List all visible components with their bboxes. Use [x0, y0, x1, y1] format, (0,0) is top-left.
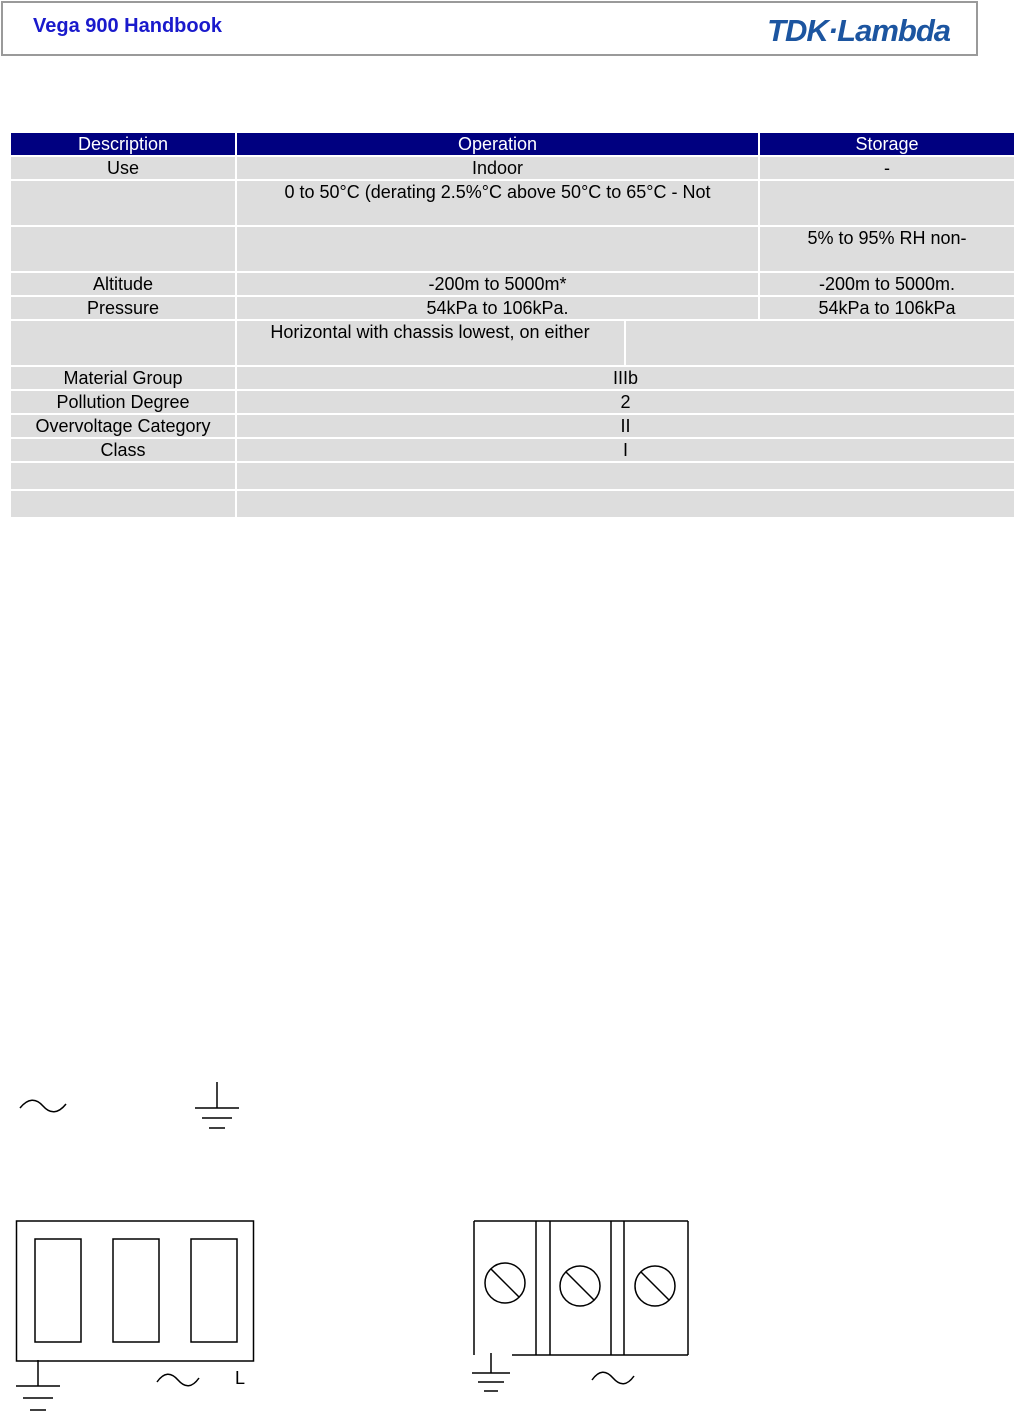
cell-storage [759, 180, 1015, 226]
inlet-pin-earth [35, 1239, 81, 1342]
column-header-description: Description [10, 132, 236, 156]
cell-description [10, 320, 236, 366]
terminal-screw-earth [485, 1263, 525, 1303]
table-header-row [10, 132, 1015, 156]
iec-inlet-diagram [15, 1218, 257, 1363]
cell-description: Pressure [10, 296, 236, 320]
terminal-screw-live [635, 1266, 675, 1306]
cell-description: Material Group [10, 366, 236, 390]
cell-value: II [236, 414, 1015, 438]
cell-description: Altitude [10, 272, 236, 296]
table-row [10, 414, 1015, 438]
cell-description: Overvoltage Category [10, 414, 236, 438]
environmental-spec-table [9, 131, 1015, 519]
cell-operation: -200m to 5000m* [236, 272, 759, 296]
cell-storage: 5% to 95% RH non- [759, 226, 1015, 272]
inlet-pin-neutral [113, 1239, 159, 1342]
column-header-operation: Operation [236, 132, 759, 156]
inlet-body [17, 1221, 254, 1361]
cell-operation-storage [236, 320, 1015, 366]
live-label: L [235, 1368, 246, 1388]
cell-value: IIIb [236, 366, 1015, 390]
terminal-screw-neutral [560, 1266, 600, 1306]
ac-tilde-icon [155, 1370, 201, 1390]
table-row-empty [10, 462, 1015, 490]
cell-storage: - [759, 156, 1015, 180]
cell-divider [624, 321, 626, 366]
table-row [10, 390, 1015, 414]
page-header [1, 1, 978, 56]
terminal-block-diagram [472, 1219, 690, 1359]
cell-empty [236, 462, 1015, 490]
cell-description: Use [10, 156, 236, 180]
cell-description [10, 180, 236, 226]
cell-empty [236, 490, 1015, 518]
table-row [10, 180, 1015, 226]
cell-value: I [236, 438, 1015, 462]
cell-description: Class [10, 438, 236, 462]
cell-storage: -200m to 5000m. [759, 272, 1015, 296]
cell-operation: Horizontal with chassis lowest, on either [270, 322, 590, 342]
ac-tilde-icon [590, 1368, 636, 1388]
column-header-storage: Storage [759, 132, 1015, 156]
cell-value: 2 [236, 390, 1015, 414]
cell-empty [10, 462, 236, 490]
earth-ground-icon [470, 1353, 512, 1395]
cell-empty [10, 490, 236, 518]
inlet-pin-live [191, 1239, 237, 1342]
table-row [10, 320, 1015, 366]
brand-logo: TDK·Lambda [767, 13, 950, 48]
table-row [10, 366, 1015, 390]
cell-storage: 54kPa to 106kPa [759, 296, 1015, 320]
table-row [10, 438, 1015, 462]
document-title: Vega 900 Handbook [33, 15, 222, 37]
table-row [10, 156, 1015, 180]
table-row [10, 296, 1015, 320]
cell-operation: 0 to 50°C (derating 2.5%°C above 50°C to 65°C - Not [236, 180, 759, 226]
cell-description [10, 226, 236, 272]
cell-operation [236, 226, 759, 272]
cell-description: Pollution Degree [10, 390, 236, 414]
earth-ground-icon [193, 1080, 241, 1132]
table-row [10, 272, 1015, 296]
table-row [10, 226, 1015, 272]
table-row-empty [10, 490, 1015, 518]
cell-operation: 54kPa to 106kPa. [236, 296, 759, 320]
cell-operation: Indoor [236, 156, 759, 180]
earth-ground-icon [14, 1360, 62, 1413]
ac-tilde-icon [18, 1096, 68, 1116]
